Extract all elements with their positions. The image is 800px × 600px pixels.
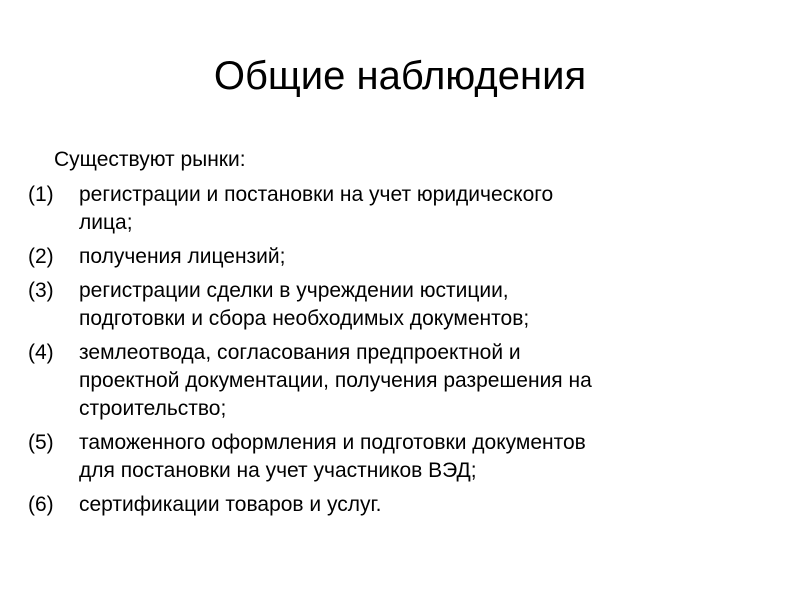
list-item-line: проектной документации, получения разрешения на — [79, 369, 592, 392]
list-item-line: таможенного оформления и подготовки документов — [79, 431, 586, 454]
list-item-number: (6) — [28, 493, 54, 516]
list-item — [28, 181, 758, 237]
list-item-line: сертификации товаров и услуг. — [79, 493, 382, 516]
markets-list — [28, 181, 758, 525]
list-item-text — [79, 243, 758, 271]
list-item-text — [79, 339, 758, 423]
list-item-text — [79, 277, 758, 333]
list-item-text — [79, 181, 758, 237]
list-item — [28, 429, 758, 485]
list-item-number: (2) — [28, 245, 54, 268]
list-item-line: для постановки на учет участников ВЭД; — [79, 459, 477, 482]
list-item-line: строительство; — [79, 397, 227, 420]
list-item-line: регистрации и постановки на учет юридического — [79, 183, 554, 206]
list-item — [28, 243, 758, 271]
list-item-line: подготовки и сбора необходимых документов; — [79, 307, 530, 330]
list-item-number: (5) — [28, 431, 54, 454]
list-item-number: (4) — [28, 341, 54, 364]
list-item-line: землеотвода, согласования предпроектной и — [79, 341, 521, 364]
intro-text: Существуют рынки: — [54, 148, 246, 171]
list-item — [28, 491, 758, 519]
list-item-text — [79, 491, 758, 519]
list-item — [28, 277, 758, 333]
slide-title: Общие наблюдения — [213, 54, 587, 98]
list-item-line: получения лицензий; — [79, 245, 286, 268]
list-item-line: регистрации сделки в учреждении юстиции, — [79, 279, 509, 302]
list-item-number: (3) — [28, 279, 54, 302]
list-item — [28, 339, 758, 423]
list-item-number: (1) — [28, 183, 54, 206]
list-item-line: лица; — [79, 211, 133, 234]
list-item-text — [79, 429, 758, 485]
